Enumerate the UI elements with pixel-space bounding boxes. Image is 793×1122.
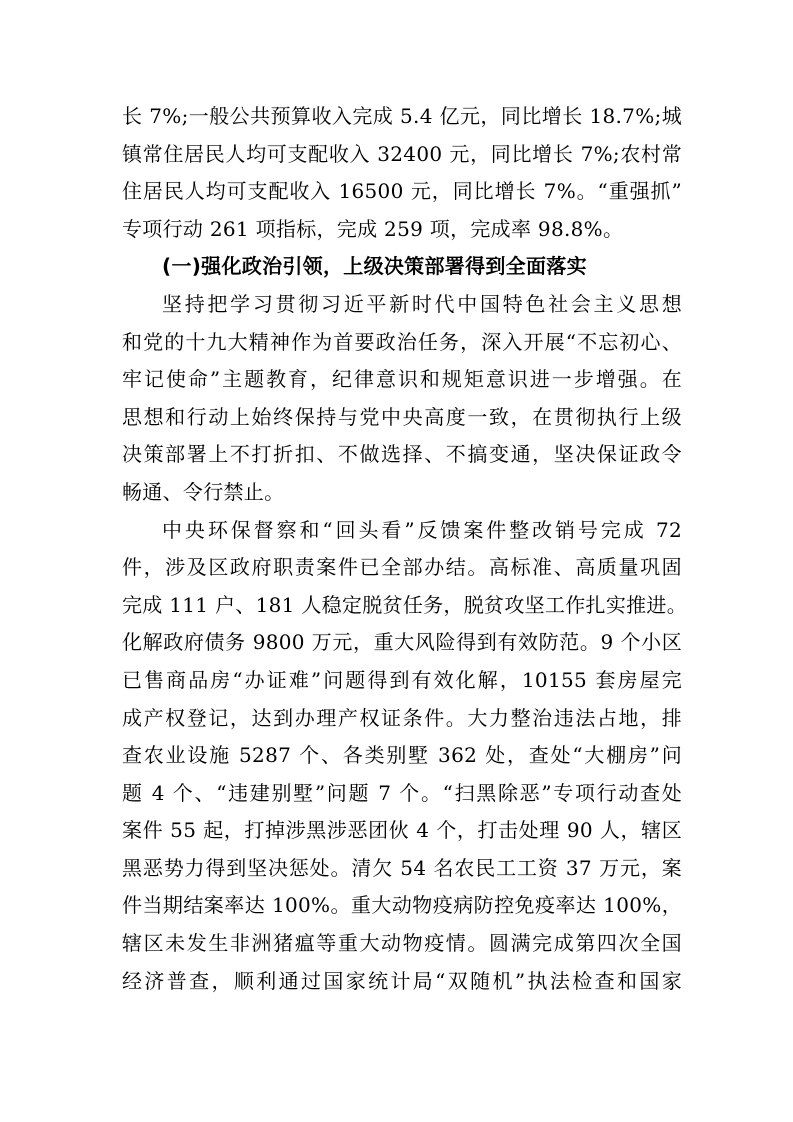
section-heading: (一)强化政治引领，上级决策部署得到全面落实 xyxy=(162,254,587,279)
paragraph-2-line: 中央环保督察和“回头看”反馈案件整改销号完成 72 xyxy=(162,517,682,542)
paragraph-1-line: 决策部署上不打折扣、不做选择、不搞变通，坚决保证政令 xyxy=(122,442,682,467)
paragraph-2-line: 查农业设施 5287 个、各类别墅 362 处，查处“大棚房”问 xyxy=(122,743,682,768)
paragraph-1-line: 思想和行动上始终保持与党中央高度一致，在贯彻执行上级 xyxy=(122,404,682,429)
paragraph-2-line: 件，涉及区政府职责案件已全部办结。高标准、高质量巩固 xyxy=(122,555,682,580)
intro-line: 专项行动 261 项指标，完成 259 项，完成率 98.8%。 xyxy=(122,216,624,241)
paragraph-2-line: 成产权登记，达到办理产权证条件。大力整治违法占地，排 xyxy=(122,705,682,730)
intro-line: 镇常住居民人均可支配收入 32400 元，同比增长 7%;农村常 xyxy=(122,141,682,166)
intro-line: 住居民人均可支配收入 16500 元，同比增长 7%。“重强抓” xyxy=(122,179,682,204)
paragraph-2-line: 化解政府债务 9800 万元，重大风险得到有效防范。9 个小区 xyxy=(122,630,682,655)
paragraph-1-line: 和党的十九大精神作为首要政治任务，深入开展“不忘初心、 xyxy=(122,329,682,354)
paragraph-2-line: 件当期结案率达 100%。重大动物疫病防控免疫率达 100%， xyxy=(122,893,682,918)
paragraph-2-line: 经济普查，顺利通过国家统计局“双随机”执法检查和国家 xyxy=(122,968,682,993)
paragraph-1-line: 畅通、令行禁止。 xyxy=(122,479,285,504)
paragraph-2-line: 辖区未发生非洲猪瘟等重大动物疫情。圆满完成第四次全国 xyxy=(122,931,682,956)
intro-line: 长 7%;一般公共预算收入完成 5.4 亿元，同比增长 18.7%;城 xyxy=(122,104,682,128)
paragraph-2-line: 黑恶势力得到坚决惩处。清欠 54 名农民工工资 37 万元，案 xyxy=(122,855,682,880)
document-page xyxy=(122,98,688,1000)
paragraph-1-line: 坚持把学习贯彻习近平新时代中国特色社会主义思想 xyxy=(162,291,682,316)
paragraph-2-line: 题 4 个、“违建别墅”问题 7 个。“扫黑除恶”专项行动查处 xyxy=(122,780,682,805)
paragraph-2-line: 已售商品房“办证难”问题得到有效化解，10155 套房屋完 xyxy=(122,667,682,692)
paragraph-1-line: 牢记使命”主题教育，纪律意识和规矩意识进一步增强。在 xyxy=(122,367,682,392)
paragraph-2-line: 完成 111 户、181 人稳定脱贫任务，脱贫攻坚工作扎实推进。 xyxy=(122,592,688,617)
paragraph-2-line: 案件 55 起，打掉涉黑涉恶团伙 4 个，打击处理 90 人，辖区 xyxy=(122,818,682,843)
